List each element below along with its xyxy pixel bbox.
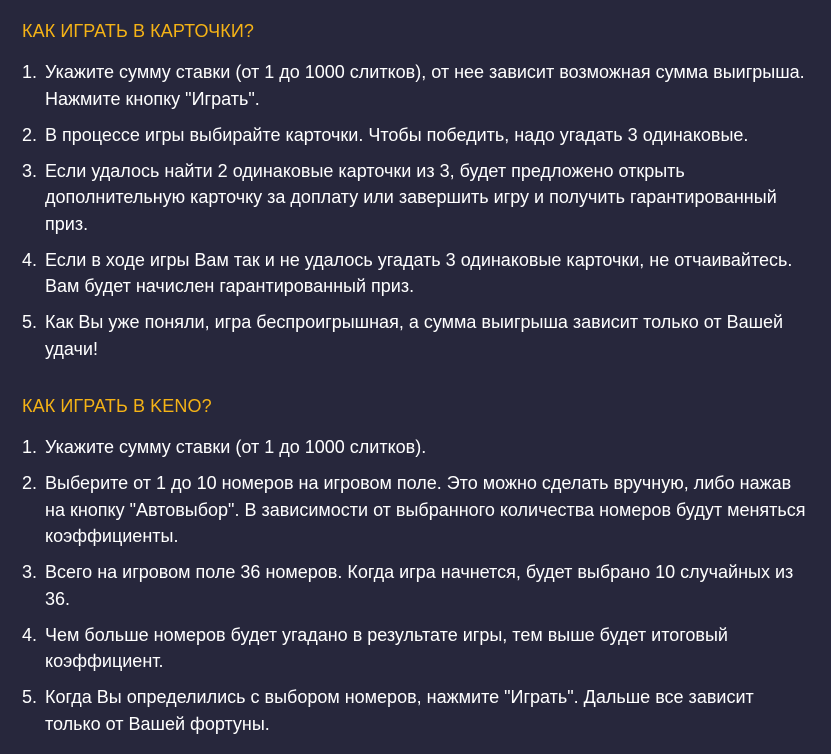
list-item-text: Укажите сумму ставки (от 1 до 1000 слитков), от нее зависит возможная сумма выигрыша. Нажмите кнопку "Играть".: [45, 62, 805, 109]
list-item: [22, 622, 809, 675]
list-item-number: 4.: [22, 624, 38, 645]
list-item-number: 4.: [22, 249, 38, 270]
keno-rules-list: [22, 434, 809, 737]
list-item: [22, 59, 809, 112]
list-item-number: 2.: [22, 124, 38, 145]
list-item: [22, 684, 809, 737]
list-item-number: 5.: [22, 687, 38, 707]
list-item-text: Чем больше номеров будет угадано в результате игры, тем выше будет итоговый коэффициент.: [45, 624, 728, 671]
list-item-text: Если в ходе игры Вам так и не удалось угадать 3 одинаковые карточки, не отчаивайтесь. Вам будет начислен гарантированный приз.: [45, 249, 793, 296]
list-item-number: 1.: [22, 437, 38, 457]
list-item-text: Выберите от 1 до 10 номеров на игровом поле. Это можно сделать вручную, либо нажав на кнопку "Автовыбор". В зависимости от выбранного количества номеров будут меняться коэффициенты.: [45, 473, 806, 546]
cards-rules-section: [22, 20, 809, 362]
list-item-text: Всего на игровом поле 36 номеров. Когда игра начнется, будет выбрано 10 случайных из 36.: [45, 562, 794, 609]
list-item: [22, 434, 809, 461]
list-item: [22, 309, 809, 362]
list-item-text: Как Вы уже поняли, игра беспроигрышная, а сумма выигрыша зависит только от Вашей удачи!: [45, 312, 784, 359]
list-item: [22, 247, 809, 300]
list-item-number: 1.: [22, 62, 38, 82]
list-item: [22, 559, 809, 612]
list-item-text: Когда Вы определились с выбором номеров, нажмите "Играть". Дальше все зависит только от Вашей фортуны.: [45, 687, 754, 734]
list-item: [22, 122, 809, 149]
cards-rules-list: [22, 59, 809, 362]
list-item-number: 3.: [22, 160, 38, 181]
list-item-text: Если удалось найти 2 одинаковые карточки из 3, будет предложено открыть дополнительную карточку за доплату или завершить игру и получить гарантированный приз.: [45, 160, 777, 234]
list-item: [22, 470, 809, 550]
list-item: [22, 158, 809, 238]
cards-rules-title: КАК ИГРАТЬ В КАРТОЧКИ?: [22, 21, 254, 41]
keno-rules-section: [22, 395, 809, 737]
keno-rules-title: КАК ИГРАТЬ В KENO?: [22, 396, 212, 416]
list-item-number: 3.: [22, 562, 38, 582]
list-item-text: В процессе игры выбирайте карточки. Чтобы победить, надо угадать 3 одинаковые.: [45, 124, 749, 145]
list-item-text: Укажите сумму ставки (от 1 до 1000 слитков).: [45, 437, 427, 457]
list-item-number: 2.: [22, 473, 38, 493]
list-item-number: 5.: [22, 312, 38, 332]
